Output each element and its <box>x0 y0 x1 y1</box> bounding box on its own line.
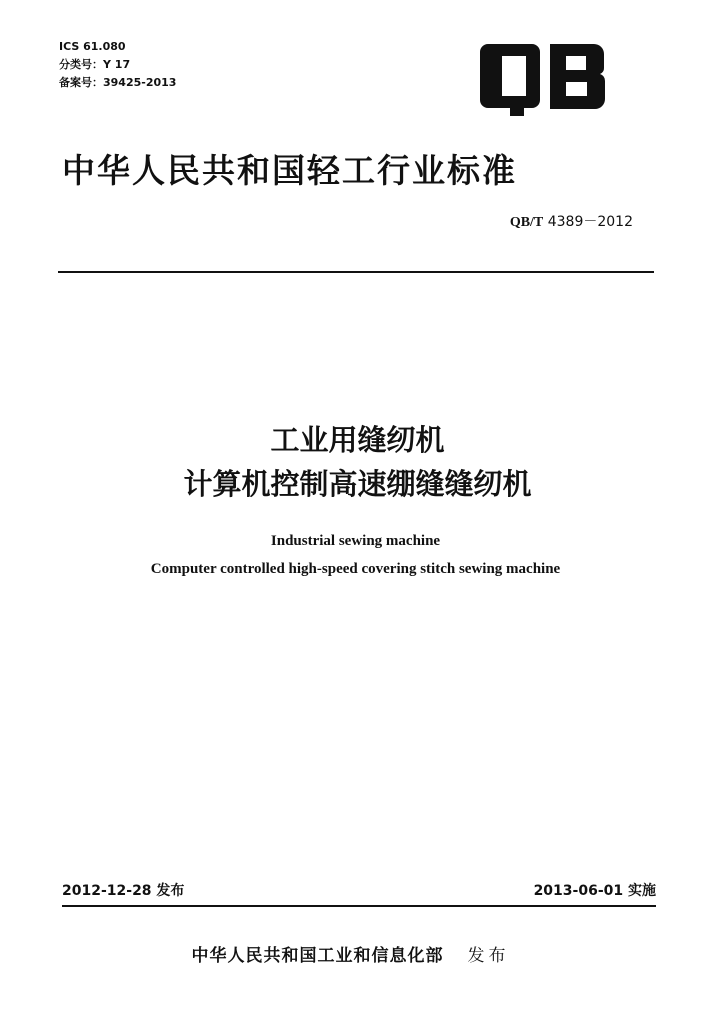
issuing-authority <box>0 941 701 966</box>
standard-number-value: 4389－2012 <box>543 214 633 230</box>
issue-date: 2012-12-28 发布 <box>62 883 185 899</box>
ics-code: ICS 61.080 <box>59 40 126 53</box>
document-metadata <box>59 38 176 92</box>
qb-logo <box>478 40 610 118</box>
chinese-title-line-1: 工业用缝纫机 <box>270 423 445 457</box>
standard-number-prefix: QB/T <box>509 215 544 230</box>
record-number: 备案号：39425-2013 <box>59 76 177 89</box>
publish-label: 发布 <box>467 946 510 966</box>
chinese-title-line-2: 计算机控制高速绷缝缝纫机 <box>183 467 532 501</box>
english-title-line-2: Computer controlled high-speed covering stitch sewing machine <box>150 561 561 577</box>
implementation-date: 2013-06-01 实施 <box>533 883 656 899</box>
footer-divider <box>62 905 656 907</box>
english-title-line-1: Industrial sewing machine <box>270 533 441 549</box>
issuing-organization: 中华人民共和国工业和信息化部 <box>191 946 444 966</box>
standard-number <box>510 211 633 231</box>
qb-logo-mark <box>478 40 610 118</box>
header-divider <box>58 271 654 273</box>
standard-category-title: 中华人民共和国轻工行业标准 <box>62 151 517 190</box>
classification-number: 分类号：Y 17 <box>59 58 131 71</box>
